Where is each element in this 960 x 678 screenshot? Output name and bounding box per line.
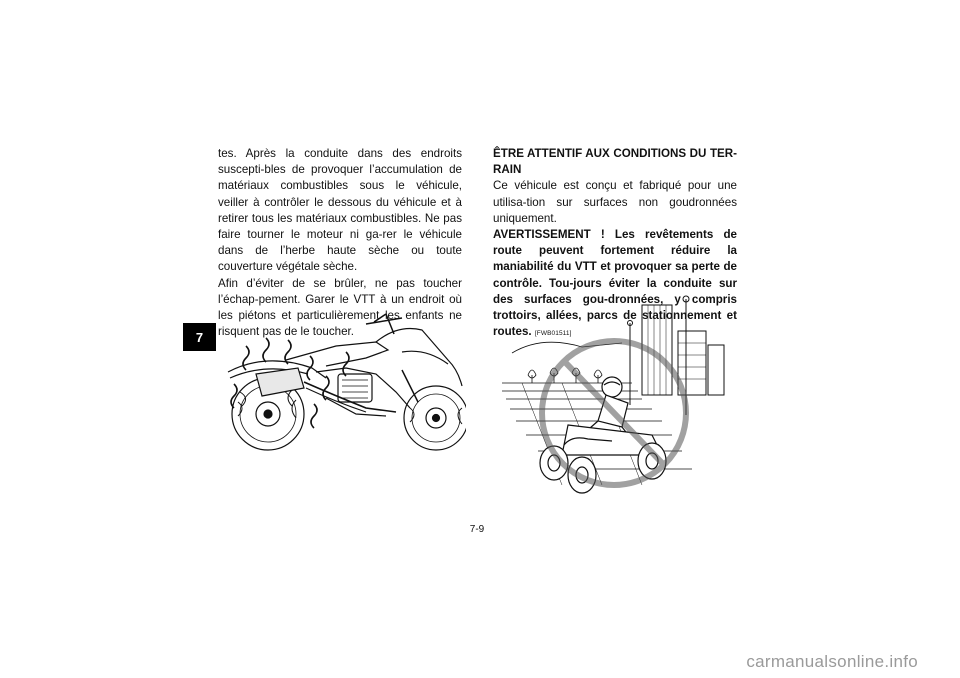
warning-text: AVERTISSEMENT ! Les revêtements de route peuvent fortement réduire la maniabilité du VTT et provoquer sa perte de contrôle. Tou-jours éviter la conduite sur des surfaces gou-dronnées, y compris trottoirs, allées, parcs de stationnement et routes. (493, 228, 737, 339)
atv-hot-exhaust-illustration (226, 312, 466, 452)
chapter-tab: 7 (183, 323, 216, 351)
left-paragraph-1: tes. Après la conduite dans des endroits suscepti-bles de provoquer l’accumulation de matériaux combustibles sous le véhicule, veiller à contrôler le dessous du véhicule et à retirer tous les matériaux combustibles. Ne pas faire tourner le moteur ni ga-rer le véhicule dans de l’herbe haute sèche ou toute couverture végétale sèche. (218, 147, 462, 274)
atv-on-pavement-prohibited-illustration (502, 295, 727, 495)
section-body: Ce véhicule est conçu et fabriqué pour une utilisa-tion sur surfaces non goudronnées uniquement. (493, 179, 737, 225)
watermark: carmanualsonline.info (746, 652, 918, 671)
warning-code: [FWB01511] (534, 330, 572, 338)
section-heading: ÊTRE ATTENTIF AUX CONDITIONS DU TER-RAIN (493, 147, 737, 177)
page-number: 7-9 (469, 524, 485, 535)
prohibition-icon (542, 341, 686, 485)
left-paragraph-2: Afin d’éviter de se brûler, ne pas toucher l’échap-pement. Garer le VTT à un endroit où les piétons et particulièrement les enfants ne risquent pas de le toucher. (218, 276, 462, 339)
